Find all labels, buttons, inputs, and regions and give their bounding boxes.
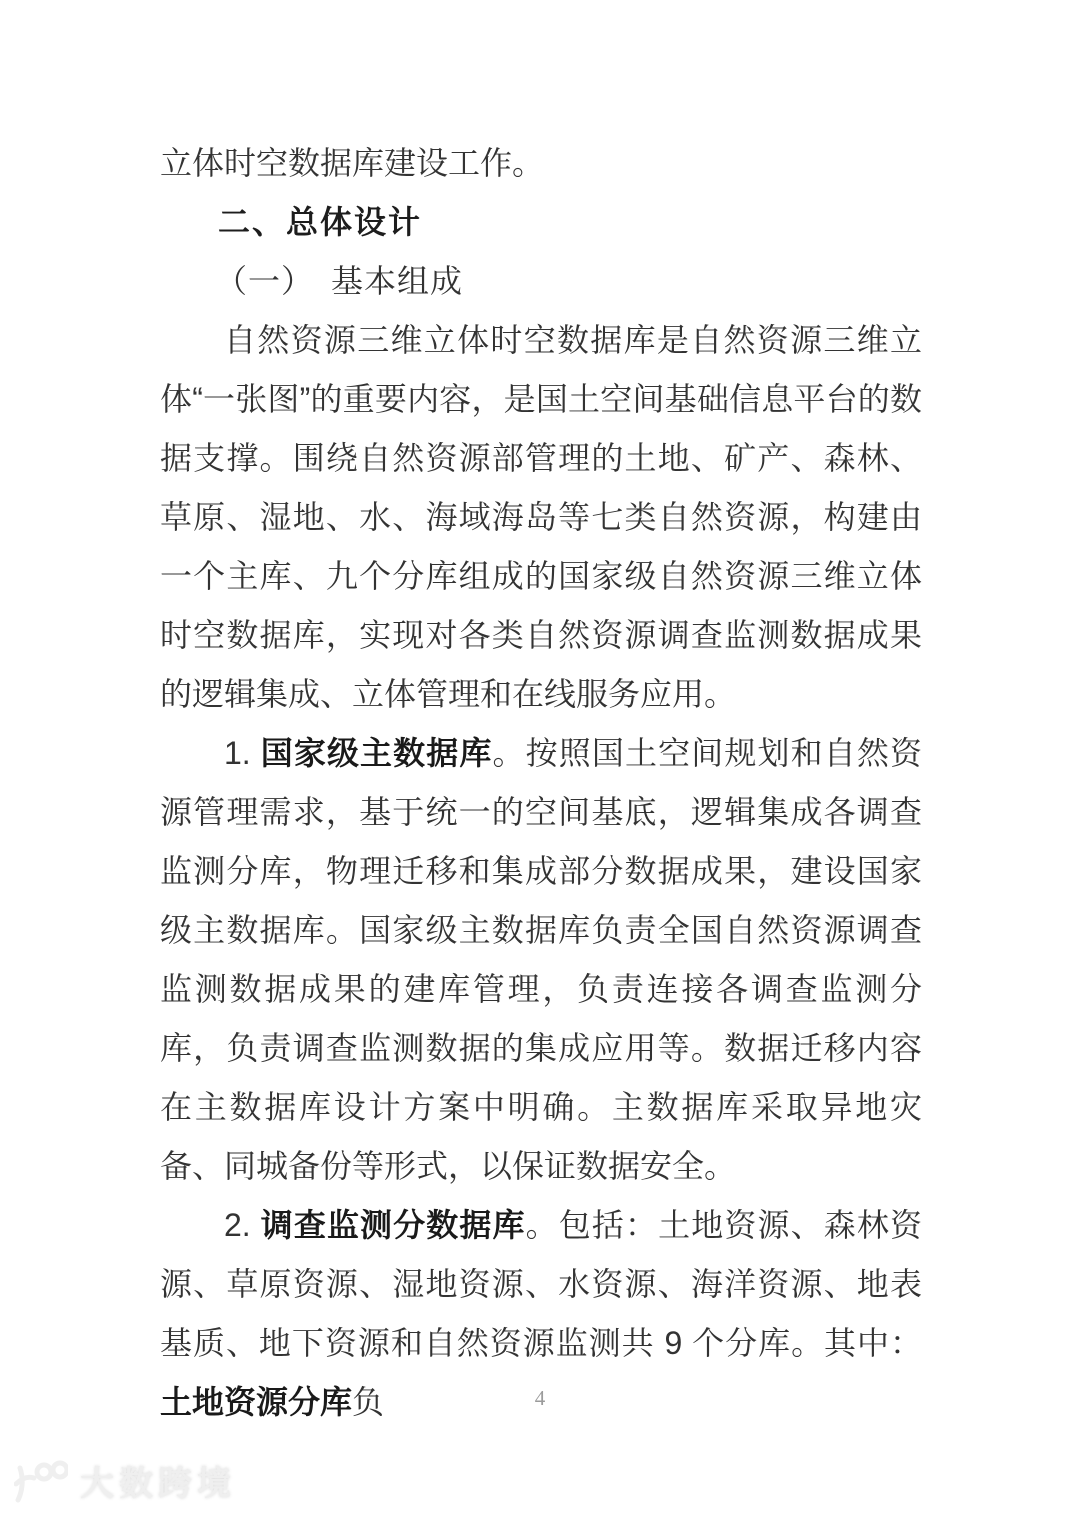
document-body <box>160 134 922 1432</box>
text-run: 。按照国土空间规划和自然资源管理需求，基于统一的空间基底，逻辑集成各调查监测分库，物理迁移和集成部分数据成果，建设国家级主数据库。国家级主数据库负责全国自然资源调查监测数据成果的建库管理，负责连接各调查监测分库，负责调查监测数据的集成应用等。数据迁移内容在主数据库设计方案中明确。主数据库采取异地灾备、同城备份等形式，以保证数据安全。 <box>160 735 922 1184</box>
subsection-heading: （一） 基本组成 <box>215 263 464 299</box>
bold-run: 土地资源分库 <box>160 1384 353 1420</box>
text-run: 自然资源三维立体时空数据库是自然资源三维立体“一张图”的重要内容，是国土空间基础信息平台的数据支撑。围绕自然资源部管理的土地、矿产、森林、草原、湿地、水、海域海岛等七类自然资源，构建由一个主库、九个分库组成的国家级自然资源三维立体时空数据库，实现对各类自然资源调查监测数据成果的逻辑集成、立体管理和在线服务应用。 <box>160 322 922 712</box>
list-number: 2. <box>224 1207 261 1243</box>
paragraph <box>160 724 922 1196</box>
watermark-brand-text: 大数跨境 <box>80 1465 236 1503</box>
watermark <box>14 1456 236 1505</box>
continuation-line: 立体时空数据库建设工作。 <box>160 145 545 181</box>
list-number: 1. <box>224 735 261 771</box>
page-number: 4 <box>534 1386 546 1410</box>
bold-run: 国家级主数据库 <box>260 735 493 771</box>
paragraph <box>160 311 922 724</box>
bold-run: 调查监测分数据库 <box>260 1207 526 1243</box>
brand-100-logo-icon <box>14 1458 68 1504</box>
text-run: 。包括：土地资源、森林资源、草原资源、湿地资源、水资源、海洋资源、地表基质、地下资源和自然资源监测共 9 个分库。其中： <box>160 1207 922 1361</box>
section-heading: 二、总体设计 <box>218 204 423 240</box>
text-run: 负 <box>352 1384 385 1420</box>
